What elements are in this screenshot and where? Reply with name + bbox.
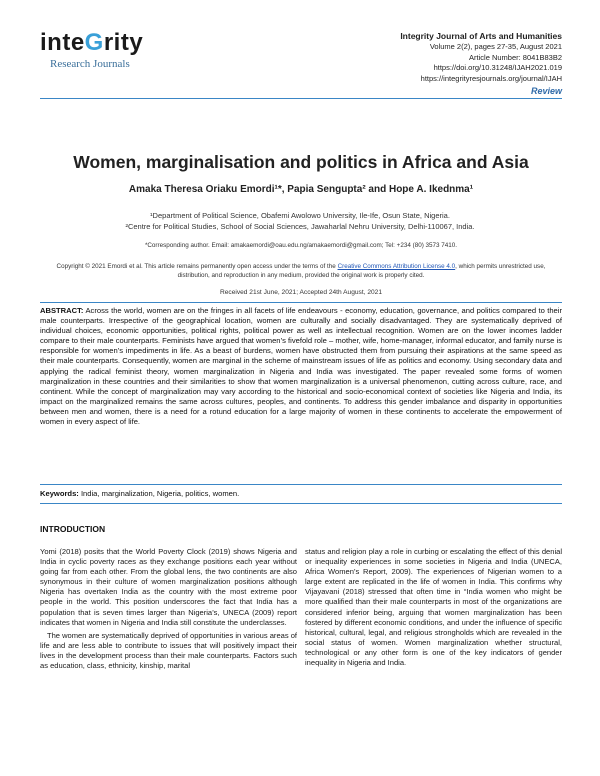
body-column-right — [305, 547, 562, 671]
affiliation-2: ²Centre for Political Studies, School of Social Sciences, Jawaharlal Nehru University, Delhi-110067, India. — [125, 221, 475, 231]
journal-logo — [40, 30, 143, 70]
copyright-notice: Copyright © 2021 Emordi et al. This article remains permanently open access under the terms of the Creative Commons Attribution License 4.0, which permits unrestricted use, distribution, and reproduction in any medium, provided the original work is properly cited. — [56, 263, 546, 279]
abstract-block — [40, 302, 562, 485]
logo-g-letter: G — [84, 29, 104, 56]
affiliation-1: ¹Department of Political Science, Obafemi Awolowo University, Ile-Ife, Osun State, Nigeria. — [150, 211, 450, 220]
keywords-text: India, marginalization, Nigeria, politics, women. — [78, 489, 240, 498]
doi-link[interactable]: https://doi.org/10.31248/IJAH2021.019 — [433, 63, 562, 72]
received-accepted-dates: Received 21st June, 2021; Accepted 24th August, 2021 — [219, 289, 383, 296]
affiliations — [60, 211, 540, 232]
abstract-label: ABSTRACT: — [40, 306, 84, 315]
article-number: Article Number: 8041B83B2 — [469, 52, 562, 62]
journal-volume: Volume 2(2), pages 27-35, August 2021 — [429, 42, 562, 51]
author-list: Amaka Theresa Oriaku Emordi¹*, Papia Sengupta² and Hope A. Ikednma¹ — [128, 184, 474, 195]
paper-title: Women, marginalisation and politics in Africa and Asia — [73, 152, 529, 172]
corresponding-author: *Corresponding author. Email: amakaemordi@oau.edu.ng/amakaemordi@gmail.com; Tel: +234 (80) 3573 7410. — [144, 242, 458, 249]
journal-url-link[interactable]: https://integrityresjournals.org/journal/IJAH — [420, 73, 562, 83]
journal-title: Integrity Journal of Arts and Humanities — [400, 31, 562, 41]
paragraph: Yomi (2018) posits that the World Poverty Clock (2019) shows Nigeria and India in cyclic poverty races as they exchange positions each year without going far from each other. From the global lens, the two continents are also synonymous in their culture of women marginalization positions although Nigeria has overtaken India as the country with the most extreme poor people in the world. This position underscores the fact that India has a population that is seven times larger than Nigeria’s, UNECA (2009) report indicates that women in Nigeria and India still constitute the underclasses. — [40, 547, 297, 627]
keywords-label: Keywords: — [40, 489, 79, 498]
logo-subtitle: Research Journals — [50, 58, 130, 70]
journal-info — [302, 30, 562, 84]
section-heading-introduction: INTRODUCTION — [40, 524, 106, 534]
abstract-text: Across the world, women are on the fringes in all facets of life endeavours - economy, education, governance, and politics compared to their male counterparts. Irrespective of the geographical location, women are culturally and socially disadvantaged. They are systematically deprived of individual choices, economic opportunities, political rights, political power as well as intellectual recognition. Women are on the lower incomes ladder compare to their male counterparts. Feminists have argued that women’s fivefold role – mother, wife, home-manager, informal educator, and family nurse is responsible for women’s impediments in life. As a beast of burdens, women have obstructed them from pursuing their aspirations at the same speed as their male counterparts. Consequently, women are marginal in the scheme of mainstream issues of life as politics and economy. Using secondary data and applying the radical feminist theory, women marginalization in Nigeria and India was investigated. The paper revealed some forms of women marginalization in these countries and their similarities to show that women marginalization is a universal phenomenon, cutting across culture, race, and continent. While the concept of marginalization may vary according to the historical and socio-economical context of societies like Nigeria and India, its impact on the marginalized remains the same across cultures, peoples, and continents. To address this gender imbalance and disparity in opportunities between men and women, there is a need for a rotund education for a large majority of women in these continents to accelerate the empowerment of women in every aspect of life. — [40, 306, 562, 427]
license-link[interactable]: Creative Commons Attribution License 4.0 — [337, 263, 456, 270]
header-divider — [40, 98, 562, 99]
logo-wordmark: inteGrity — [40, 29, 144, 56]
paragraph: status and religion play a role in curbing or escalating the effect of this denial or inequality experiences in some societies in Nigeria and India (UNECA, Africa Women’s Report, 2009). The experiences of Nigerian women to a large extent are replicated in the life of women in India. This confirms why Vijayavani (2018) stressed that often time in “India women who might be more qualified than their male counterparts in most of the organizations are considered inferior being, arguing that women marginalization has been fostered by different economic conditions, and under the influence of specific historical, cultural, legal, and religious strongholds which are revealed in the social status of women. Women marginalization whether structural, technological or any other form is one of the key indicators of gender inequality in Nigeria and India. — [305, 547, 562, 668]
section-label: Review — [530, 86, 562, 96]
body-column-left — [40, 547, 297, 674]
keywords-block — [40, 489, 562, 504]
paragraph: The women are systematically deprived of opportunities in various areas of life and are less able to contribute to issues that will positively impact their lives in the development process than their male counterparts. Factors such as education, class, ethnicity, kinship, marital — [40, 630, 298, 671]
